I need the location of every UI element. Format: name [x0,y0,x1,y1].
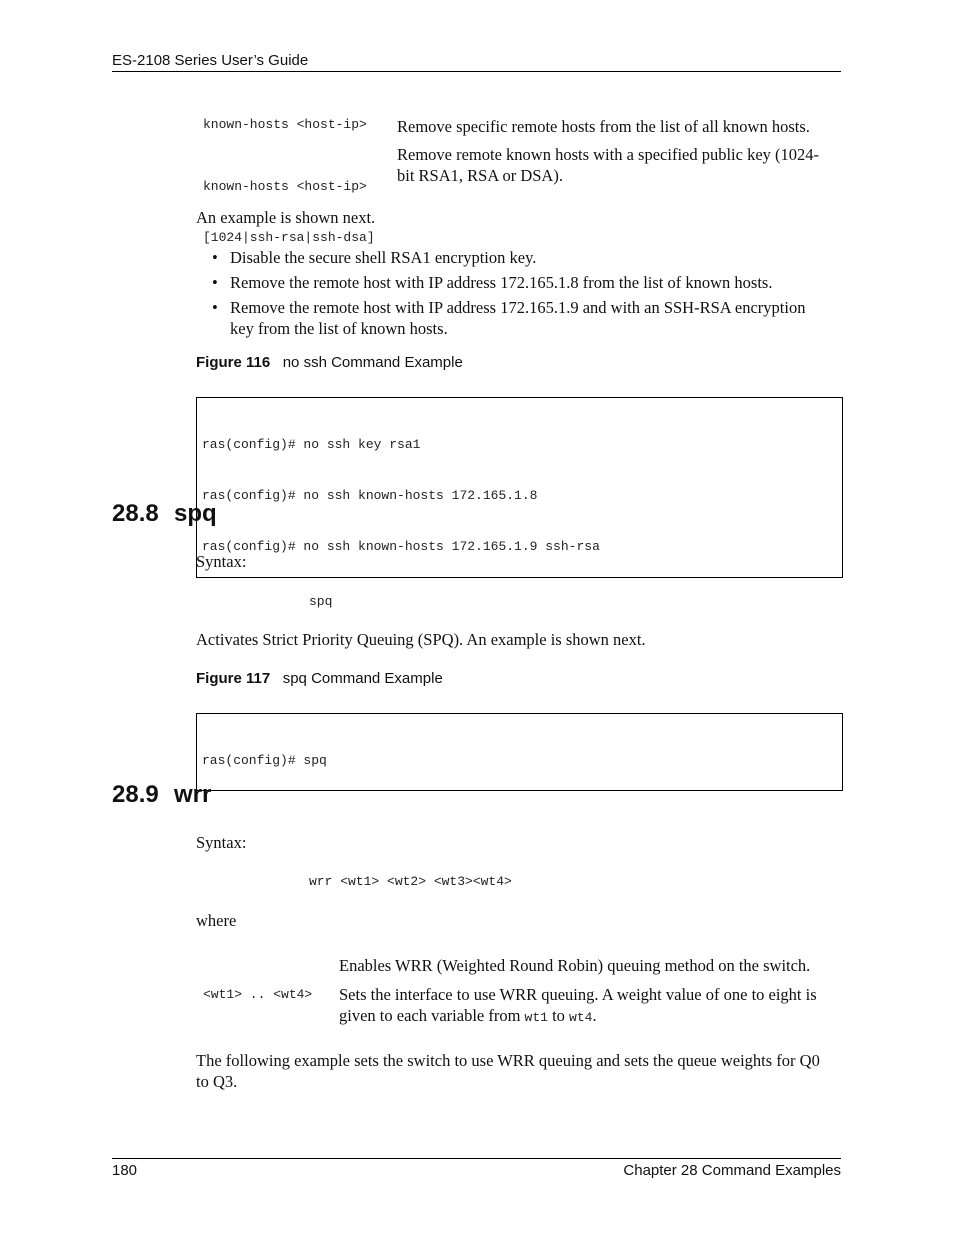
command-cell: <wt1> .. <wt4> [203,987,313,1002]
code-line: ras(config)# no ssh key rsa1 [202,437,421,452]
description-cell: Enables WRR (Weighted Round Robin) queuing method on the switch. [339,956,811,975]
syntax-command: wrr <wt1> <wt2> <wt3><wt4> [309,874,512,889]
description-line [339,1005,842,1028]
figure-label: Figure 117 [196,670,271,687]
chapter-title: Chapter 28 Command Examples [623,1162,841,1179]
spq-description: Activates Strict Priority Queuing (SPQ). An example is shown next. [196,630,646,649]
text: to [547,1006,570,1025]
code-line: ras(config)# no ssh known-hosts 172.165.1.9 ssh-rsa [202,539,600,554]
list-item [196,297,856,339]
bullet-list [196,247,856,343]
description-cell [339,984,842,1028]
example-intro: An example is shown next. [196,208,376,227]
inline-code: wt1 [524,1010,548,1025]
list-item-text: • Remove the remote host with IP address 172.165.1.9 and with an SSH-RSA encryption [230,298,806,317]
list-item-text: Disable the secure shell RSA1 encryption key. [230,248,537,267]
figure-116-caption [196,354,463,371]
list-item [196,247,856,268]
description-cell [397,144,842,186]
text: given to each variable from [339,1006,525,1025]
figure-117-caption [196,670,443,687]
section-heading-spq [112,500,217,528]
command-cell: known-hosts <host-ip> [203,117,367,132]
syntax-command: spq [309,594,333,609]
code-line: ras(config)# no ssh known-hosts 172.165.1.8 [202,488,538,503]
paragraph-line: The following example sets the switch to use WRR queuing and sets the queue weights for Q0 [196,1051,820,1070]
where-label: where [196,911,237,930]
paragraph-line: to Q3. [196,1072,238,1091]
syntax-label: Syntax: [196,833,247,852]
footer-rule [112,1158,841,1159]
following-paragraph [196,1050,856,1092]
figure-caption-text: no ssh Command Example [282,354,463,371]
header-rule [112,71,841,72]
figure-caption-text: spq Command Example [282,670,443,687]
text: . [592,1006,597,1025]
section-heading-wrr [112,781,211,809]
code-box-figure-116 [196,397,843,578]
section-title: spq [174,500,217,527]
inline-code: wt4 [569,1010,593,1025]
command-line: known-hosts <host-ip> [203,179,367,194]
list-item-text: key from the list of known hosts. [230,319,448,338]
description-line: bit RSA1, RSA or DSA). [397,166,563,185]
description-line: Sets the interface to use WRR queuing. A weight value of one to eight is [339,985,817,1004]
syntax-label: Syntax: [196,552,247,571]
section-number: 28.8 [112,500,159,527]
code-box-figure-117 [196,713,843,791]
section-number: 28.9 [112,781,159,808]
list-item [196,272,856,293]
code-line: ras(config)# spq [202,753,327,768]
description-line: Remove remote known hosts with a specified public key (1024- [397,145,820,164]
description-cell: Remove specific remote hosts from the list of all known hosts. [397,117,810,136]
figure-label: Figure 116 [196,354,271,371]
command-line: [1024|ssh-rsa|ssh-dsa] [203,230,375,245]
list-item-text: Remove the remote host with IP address 172.165.1.8 from the list of known hosts. [230,273,773,292]
section-title: wrr [174,781,212,808]
page-number: 180 [112,1162,138,1179]
running-header: ES-2108 Series User’s Guide [112,52,309,69]
